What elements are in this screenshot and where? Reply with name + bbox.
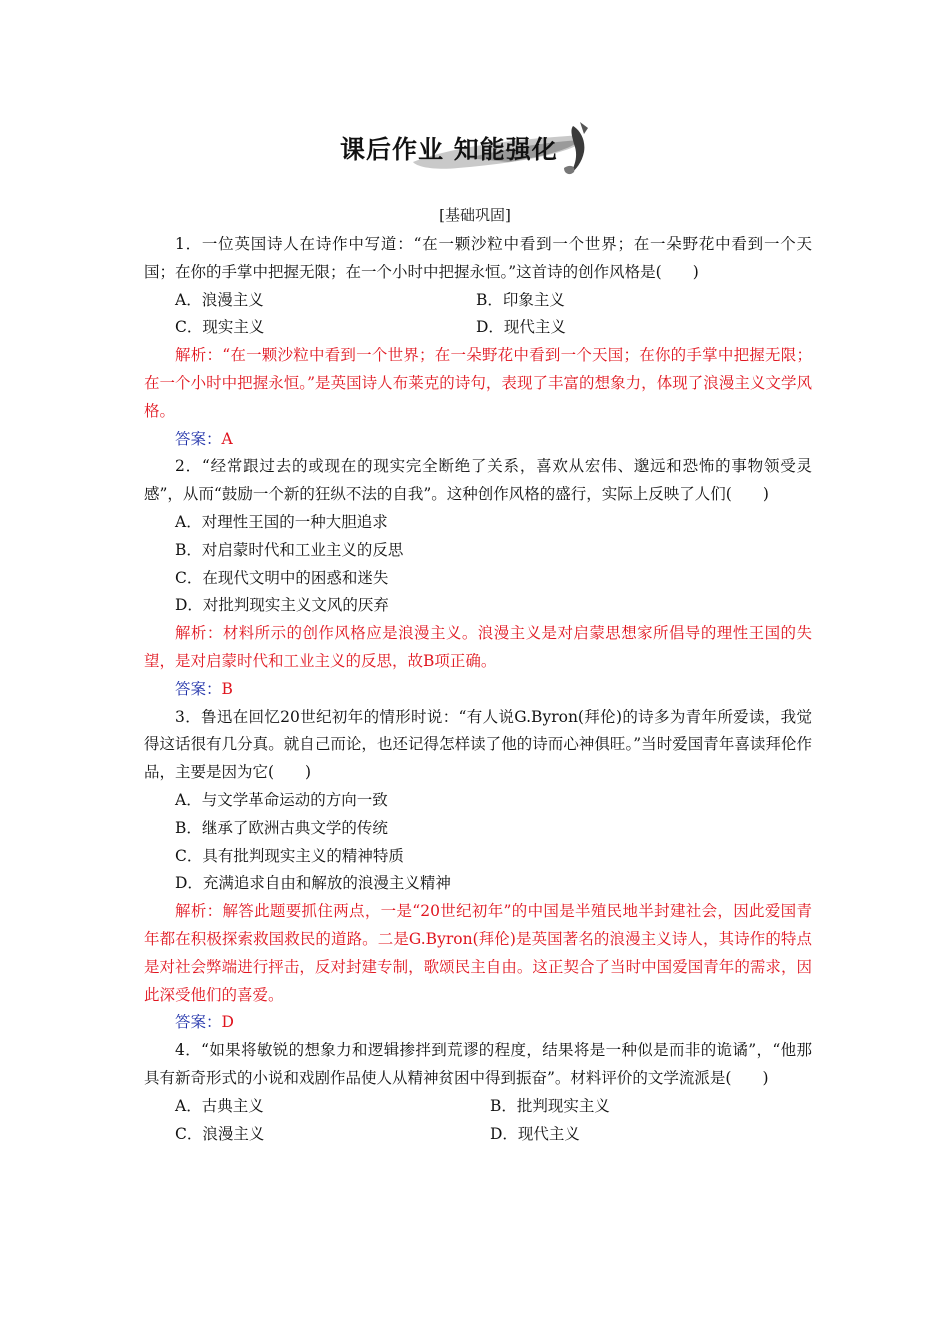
option-c: C．在现代文明中的困惑和迷失: [175, 568, 389, 587]
option-d: D．充满追求自由和解放的浪漫主义精神: [175, 874, 451, 893]
analysis-label: 解析：: [175, 624, 223, 643]
question-3: [144, 704, 812, 1038]
question-stem: 4．“如果将敏锐的想象力和逻辑掺拌到荒谬的程度，结果将是一种似是而非的诡谲”，“他那具有新奇形式的小说和戏剧作品使人从精神贫困中得到振奋”。材料评价的文学流派是( ): [144, 1041, 812, 1087]
analysis: [144, 898, 812, 1009]
option-c: C．具有批判现实主义的精神特质: [175, 846, 404, 865]
analysis-text: 材料所示的创作风格应是浪漫主义。浪漫主义是对启蒙思想家所倡导的理性王国的失望，是对启蒙时代和工业主义的反思，故B项正确。: [144, 624, 812, 670]
answer: [144, 1009, 812, 1037]
answer-value: D: [221, 1013, 234, 1032]
analysis: [144, 620, 812, 676]
option-c: C．浪漫主义: [175, 1124, 265, 1143]
questions-content: [144, 231, 812, 1148]
option-c: C．现实主义: [175, 318, 265, 337]
option-row: [144, 1121, 812, 1149]
analysis: [144, 342, 812, 425]
analysis-label: 解析：: [175, 902, 223, 921]
question-2: [144, 453, 812, 703]
option-b: B．对启蒙时代和工业主义的反思: [175, 540, 404, 559]
section-label: [基础巩固]: [439, 206, 511, 224]
analysis-text: 解答此题要抓住两点，一是“20世纪初年”的中国是半殖民地半封建社会，因此爱国青年都在积极探索救国救民的道路。二是G.Byron(拜伦)是英国著名的浪漫主义诗人，其诗作的特点是对社会弊端进行抨击，反对封建专制，歌颂民主自由。这正契合了当时中国爱国青年的需求，因此深受他们的喜爱。: [144, 902, 812, 1004]
answer-label: 答案：: [175, 429, 222, 448]
option-a: A．与文学革命运动的方向一致: [175, 790, 388, 809]
option-b: B．批判现实主义: [490, 1096, 610, 1115]
option-row: [144, 314, 812, 342]
option-a: A．浪漫主义: [175, 290, 264, 309]
answer-value: B: [221, 679, 233, 698]
option-row: [144, 1093, 812, 1121]
question-stem: 2．“经常跟过去的或现在的现实完全断绝了关系，喜欢从宏伟、邈远和恐怖的事物领受灵感”，从而“鼓励一个新的狂纵不法的自我”。这种创作风格的盛行，实际上反映了人们( ): [144, 457, 812, 504]
answer-label: 答案：: [175, 679, 222, 698]
answer: [144, 426, 812, 454]
option-d: D．对批判现实主义文风的厌弃: [175, 596, 389, 615]
analysis-text: “在一颗沙粒中看到一个世界；在一朵野花中看到一个天国；在你的手掌中把握无限；在一个小时中把握永恒。”是英国诗人布莱克的诗句，表现了丰富的想象力，体现了浪漫主义文学风格。: [144, 346, 812, 420]
option-d: D．现代主义: [476, 318, 566, 337]
question-stem: 1．一位英国诗人在诗作中写道：“在一颗沙粒中看到一个世界；在一朵野花中看到一个天国；在你的手掌中把握无限；在一个小时中把握永恒。”这首诗的创作风格是( ): [144, 235, 812, 281]
option-a: A．古典主义: [175, 1096, 264, 1115]
page-title: 课后作业 知能强化: [340, 135, 558, 164]
answer-label: 答案：: [175, 1013, 222, 1032]
question-stem: 3．鲁迅在回忆20世纪初年的情形时说：“有人说G.Byron(拜伦)的诗多为青年所爱读，我觉得这话很有几分真。就自己而论，也还记得怎样读了他的诗而心神俱旺。”当时爱国青年喜读拜伦作品，主要是因为它( ): [144, 707, 812, 782]
option-b: B．继承了欧洲古典文学的传统: [175, 818, 388, 837]
option-b: B．印象主义: [476, 290, 565, 309]
answer-value: A: [221, 429, 233, 448]
question-1: [144, 231, 812, 453]
option-d: D．现代主义: [490, 1124, 580, 1143]
header-banner: [318, 118, 618, 180]
answer: [144, 676, 812, 704]
option-a: A．对理性王国的一种大胆追求: [175, 512, 388, 531]
question-4: [144, 1037, 812, 1148]
analysis-label: 解析：: [175, 346, 223, 365]
option-row: [144, 287, 812, 315]
